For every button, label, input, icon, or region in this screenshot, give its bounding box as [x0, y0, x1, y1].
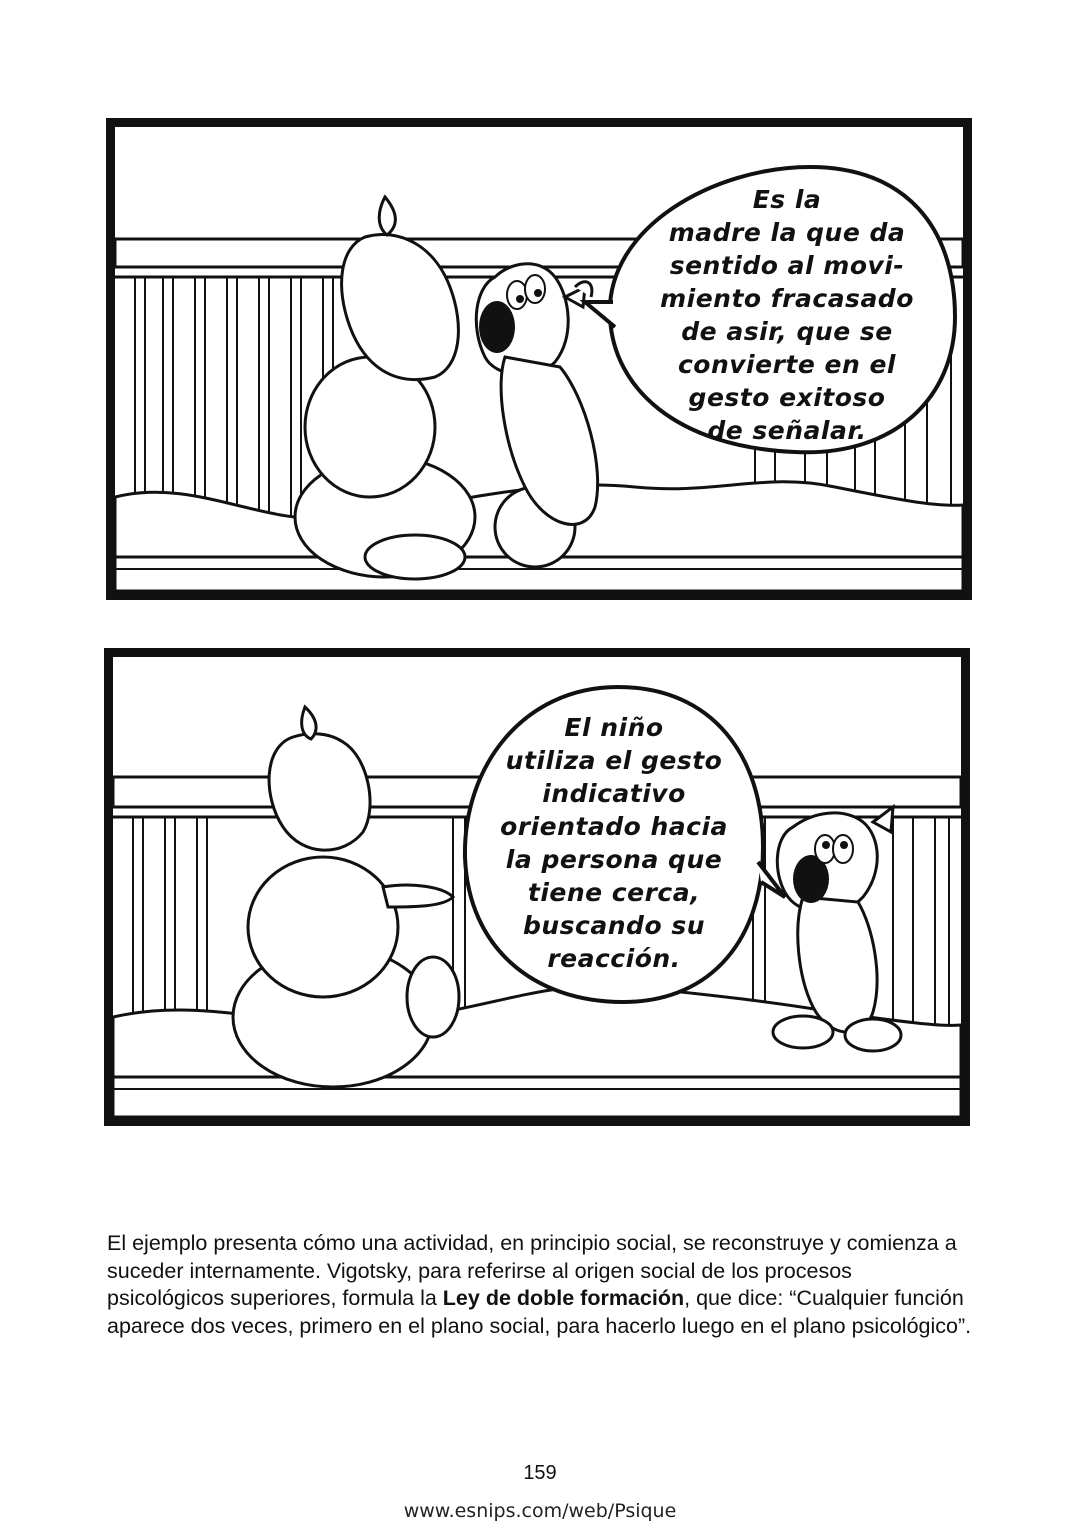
bubble-line: madre la que da [668, 218, 906, 247]
bubble-line: indicativo [542, 779, 686, 808]
bubble-line: de asir, que se [681, 317, 893, 346]
bubble-line: buscando su [522, 911, 705, 940]
speech-bubble-2-text [474, 711, 754, 975]
comic-panel-2 [104, 648, 970, 1126]
bubble-line: convierte en el [677, 350, 897, 379]
law-name-bold: Ley de doble formación [442, 1286, 685, 1310]
bubble-line: miento fracasado [660, 284, 914, 313]
body-paragraph [107, 1230, 973, 1340]
bubble-line: gesto exitoso [688, 383, 886, 412]
bubble-line: tiene cerca, [527, 878, 701, 907]
bubble-line: Es la [752, 185, 822, 214]
bubble-line: El niño [564, 713, 664, 742]
bubble-line: la persona que [505, 845, 723, 874]
footer-url: www.esnips.com/web/Psique [403, 1500, 677, 1522]
bubble-line: orientado hacia [500, 812, 728, 841]
page-number: 159 [523, 1462, 557, 1484]
bubble-line: reacción. [547, 944, 681, 973]
body-text-end: , que dice: “Cualquier función aparece dos veces, primero en el plano social, para hacerlo luego en el plano psicológico”. [107, 1286, 972, 1338]
body-text-start: El ejemplo presenta cómo una actividad, en principio social, se reconstruye y comienza a suceder internamente. Vigotsky, para referirse al origen social de los procesos psicológicos superiores, formula la [107, 1231, 957, 1310]
speech-bubble-1-text [627, 183, 947, 447]
bubble-line: utiliza el gesto [505, 746, 723, 775]
bubble-line: sentido al movi- [669, 251, 905, 280]
comic-panel-1 [106, 118, 972, 600]
bubble-line: de señalar. [707, 416, 867, 445]
